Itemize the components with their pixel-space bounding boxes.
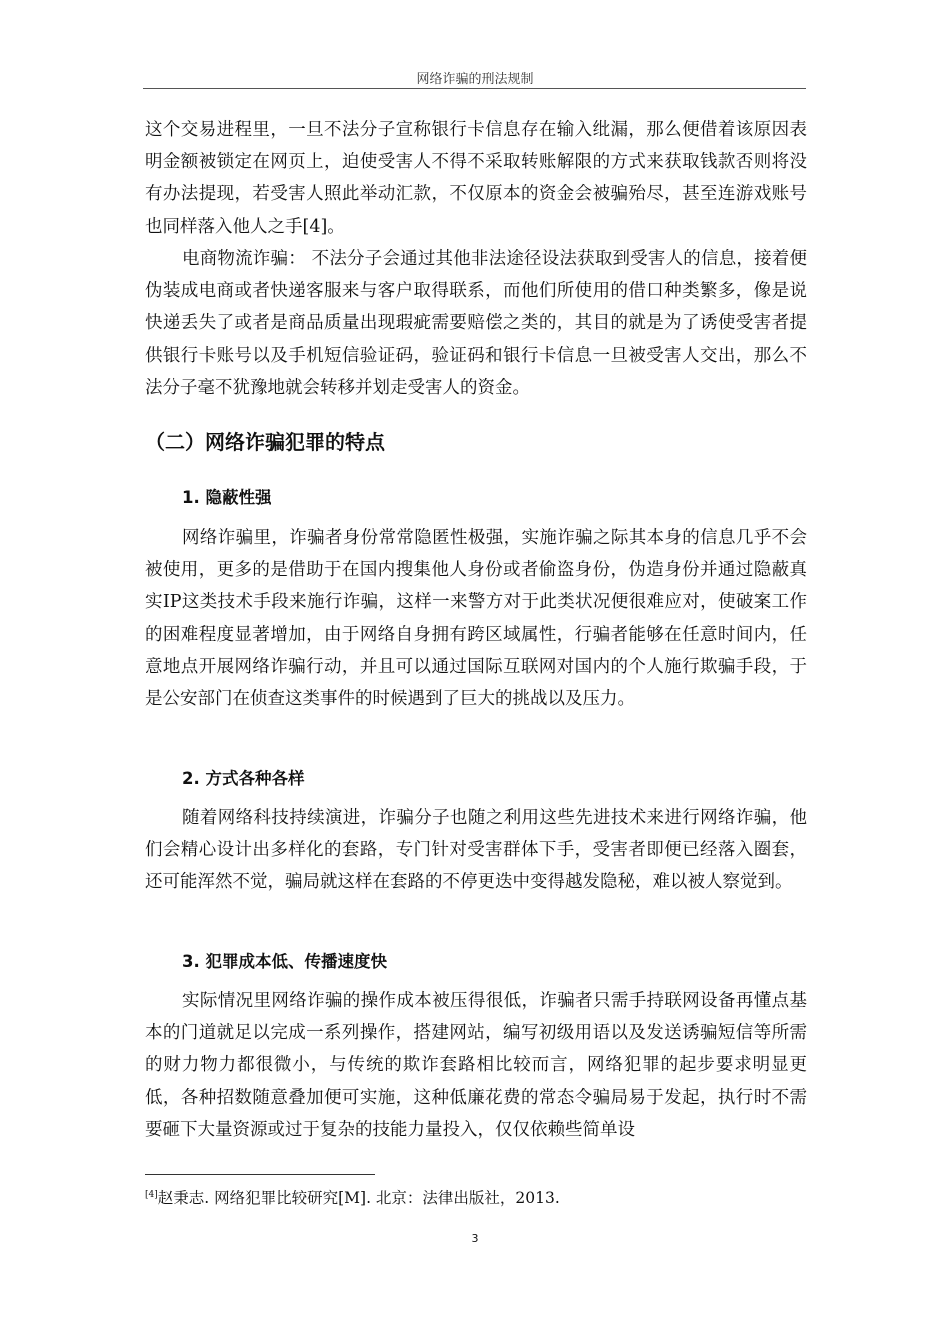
- footnote-marker: [4]: [145, 1189, 158, 1200]
- footnote-divider: [145, 1174, 375, 1175]
- subsection-heading-3: 3. 犯罪成本低、传播速度快: [182, 952, 387, 971]
- body-paragraph-1: 这个交易进程里，一旦不法分子宣称银行卡信息存在输入纰漏，那么便借着该原因表明金额被锁定在网页上，迫使受害人不得不采取转账解限的方式来获取钱款否则将没有办法提现，若受害人照此举动汇款，不仅原本的资金会被骗殆尽，甚至连游戏账号也同样落入他人之手[4]。: [145, 120, 807, 237]
- section-heading: （二）网络诈骗犯罪的特点: [145, 430, 385, 454]
- running-header: 网络诈骗的刑法规制: [416, 72, 534, 87]
- subsection-heading-1: 1. 隐蔽性强: [182, 488, 272, 507]
- footnote-text: 赵秉志. 网络犯罪比较研究[M]. 北京：法律出版社，2013.: [157, 1189, 560, 1207]
- subsection-heading-2: 2. 方式各种各样: [182, 769, 305, 788]
- footnote: [145, 1186, 560, 1208]
- header-divider: [143, 88, 806, 89]
- subsection-paragraph-2: 随着网络科技持续演进，诈骗分子也随之利用这些先进技术来进行网络诈骗，他们会精心设计出多样化的套路，专门针对受害群体下手，受害者即便已经落入圈套，还可能浑然不觉，骗局就这样在套路的不停更迭中变得越发隐秘，难以被人察觉到。: [145, 808, 807, 893]
- subsection-paragraph-1: 网络诈骗里，诈骗者身份常常隐匿性极强，实施诈骗之际其本身的信息几乎不会被使用，更多的是借助于在国内搜集他人身份或者偷盗身份，伪造身份并通过隐蔽真实IP这类技术手段来施行诈骗，这样一来警方对于此类状况便很难应对，使破案工作的困难程度显著增加，由于网络自身拥有跨区域属性，行骗者能够在任意时间内，任意地点开展网络诈骗行动，并且可以通过国际互联网对国内的个人施行欺骗手段，于是公安部门在侦查这类事件的时候遇到了巨大的挑战以及压力。: [145, 528, 807, 710]
- page-number: 3: [471, 1232, 479, 1245]
- body-paragraph-2: 电商物流诈骗： 不法分子会通过其他非法途径设法获取到受害人的信息，接着便伪装成电商或者快递客服来与客户取得联系，而他们所使用的借口种类繁多，像是说快递丢失了或者是商品质量出现瑕疵需要赔偿之类的，其目的就是为了诱使受害者提供银行卡账号以及手机短信验证码，验证码和银行卡信息一旦被受害人交出，那么不法分子毫不犹豫地就会转移并划走受害人的资金。: [145, 249, 807, 398]
- subsection-paragraph-3: 实际情况里网络诈骗的操作成本被压得很低，诈骗者只需手持联网设备再懂点基本的门道就足以完成一系列操作，搭建网站，编写初级用语以及发送诱骗短信等所需的财力物力都很微小，与传统的欺诈套路相比较而言，网络犯罪的起步要求明显更低，各种招数随意叠加便可实施，这种低廉花费的常态令骗局易于发起，执行时不需要砸下大量资源或过于复杂的技能力量投入，仅仅依赖些简单设: [145, 991, 807, 1140]
